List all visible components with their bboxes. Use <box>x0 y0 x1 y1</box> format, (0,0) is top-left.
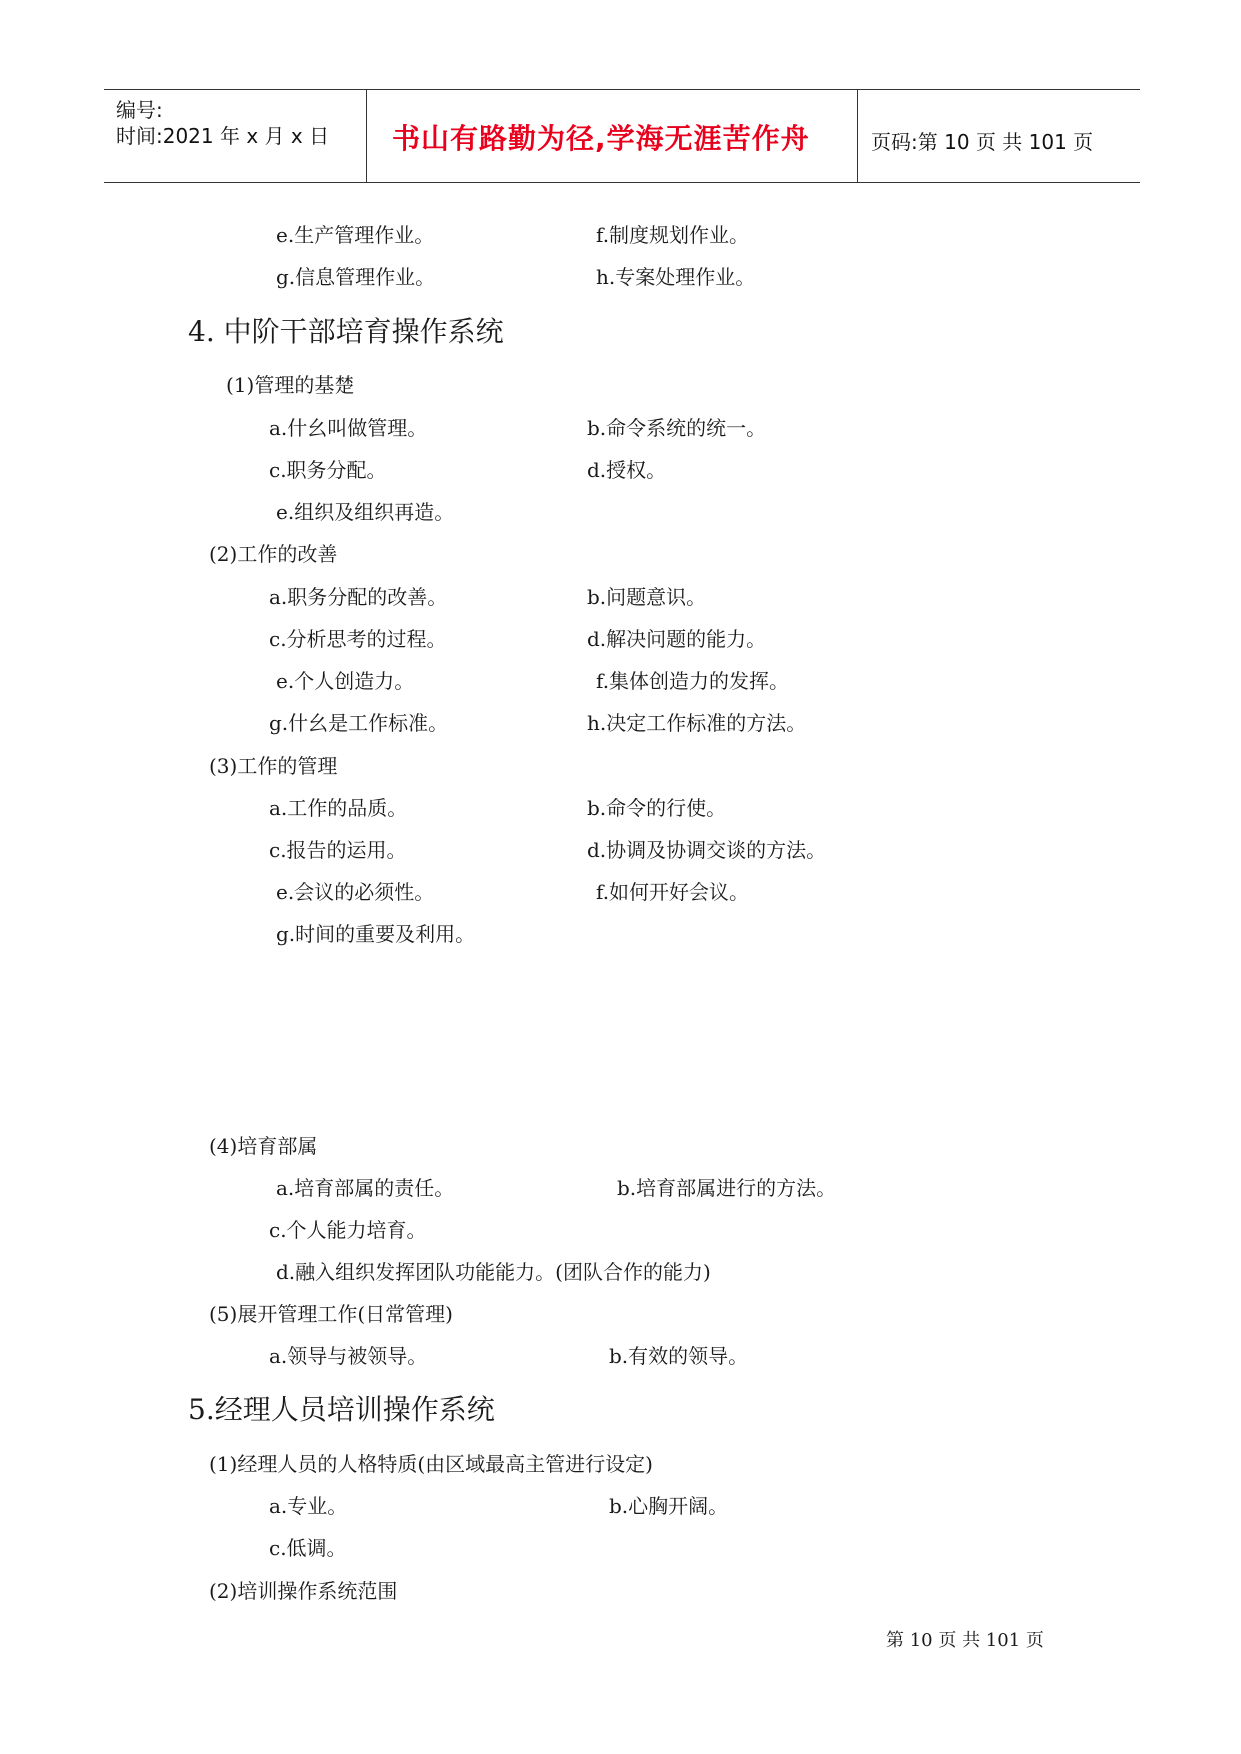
list-item: a.专业。 <box>269 1494 348 1518</box>
list-item: a.领导与被领导。 <box>269 1344 428 1368</box>
header-divider-right <box>857 89 858 182</box>
list-item: d.融入组织发挥团队功能能力。(团队合作的能力) <box>276 1260 711 1284</box>
subsection-heading: (3)工作的管理 <box>209 754 338 778</box>
list-item: f.集体创造力的发挥。 <box>596 669 790 693</box>
list-item: a.工作的品质。 <box>269 796 408 820</box>
list-item: b.培育部属进行的方法。 <box>617 1176 837 1200</box>
header-bottom-rule <box>104 182 1140 183</box>
list-item: d.解决问题的能力。 <box>587 627 767 651</box>
list-item: h.决定工作标准的方法。 <box>587 711 807 735</box>
header-top-rule <box>104 89 1140 90</box>
header-page-info: 页码:第 10 页 共 101 页 <box>871 130 1094 154</box>
list-item: c.职务分配。 <box>269 458 387 482</box>
subsection-heading: (4)培育部属 <box>209 1134 318 1158</box>
header-motto: 书山有路勤为径,学海无涯苦作舟 <box>392 122 810 155</box>
list-item: d.授权。 <box>587 458 667 482</box>
list-item: d.协调及协调交谈的方法。 <box>587 838 827 862</box>
list-item: b.有效的领导。 <box>609 1344 749 1368</box>
list-item: b.问题意识。 <box>587 585 707 609</box>
header-divider-left <box>366 89 367 182</box>
list-item: h.专案处理作业。 <box>596 265 756 289</box>
subsection-heading: (1)经理人员的人格特质(由区域最高主管进行设定) <box>209 1452 653 1476</box>
subsection-heading: (5)展开管理工作(日常管理) <box>209 1302 453 1326</box>
list-item: c.个人能力培育。 <box>269 1218 427 1242</box>
document-time-label: 时间:2021 年 x 月 x 日 <box>116 124 330 148</box>
subsection-heading: (1)管理的基楚 <box>226 373 355 397</box>
footer-page-info: 第 10 页 共 101 页 <box>886 1630 1044 1651</box>
subsection-heading: (2)工作的改善 <box>209 542 338 566</box>
list-item: c.分析思考的过程。 <box>269 627 447 651</box>
document-number-label: 编号: <box>116 98 163 122</box>
section-heading: 4. 中阶干部培育操作系统 <box>188 315 504 348</box>
subsection-heading: (2)培训操作系统范围 <box>209 1579 398 1603</box>
list-item: f.制度规划作业。 <box>596 223 750 247</box>
list-item: b.命令系统的统一。 <box>587 416 767 440</box>
list-item: e.会议的必须性。 <box>276 880 435 904</box>
list-item: e.生产管理作业。 <box>276 223 435 247</box>
section-heading: 5.经理人员培训操作系统 <box>188 1393 495 1426</box>
list-item: b.命令的行使。 <box>587 796 727 820</box>
list-item: g.信息管理作业。 <box>276 265 436 289</box>
list-item: a.什幺叫做管理。 <box>269 416 428 440</box>
list-item: c.低调。 <box>269 1536 347 1560</box>
list-item: a.职务分配的改善。 <box>269 585 448 609</box>
list-item: g.时间的重要及利用。 <box>276 922 476 946</box>
list-item: a.培育部属的责任。 <box>276 1176 455 1200</box>
list-item: b.心胸开阔。 <box>609 1494 729 1518</box>
list-item: f.如何开好会议。 <box>596 880 750 904</box>
list-item: e.个人创造力。 <box>276 669 415 693</box>
list-item: c.报告的运用。 <box>269 838 407 862</box>
list-item: e.组织及组织再造。 <box>276 500 455 524</box>
list-item: g.什幺是工作标准。 <box>269 711 449 735</box>
